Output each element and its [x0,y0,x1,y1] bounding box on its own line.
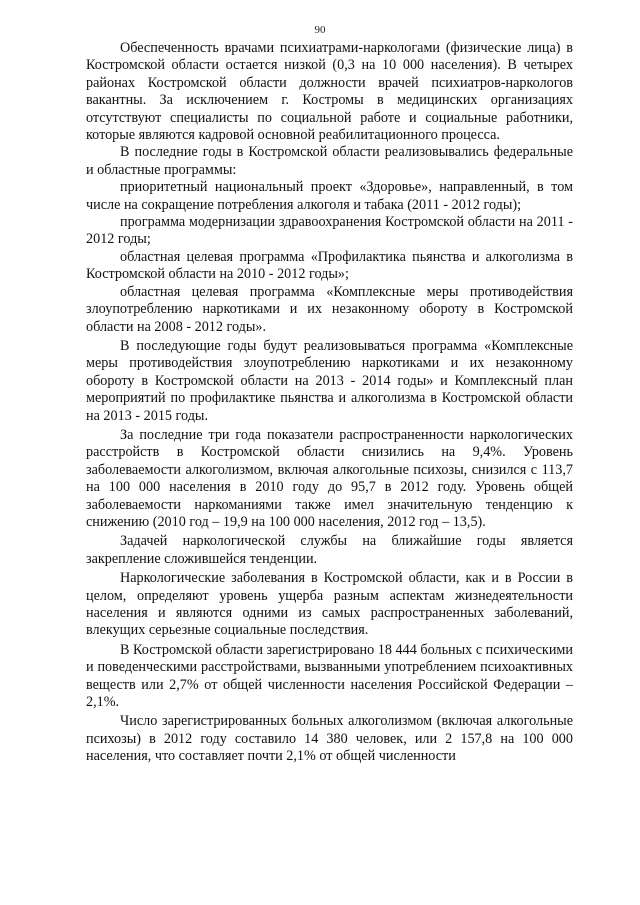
paragraph-damage-level: Наркологические заболевания в Костромской области, как и в России в целом, определяют уровень ущерба разным аспектам жизнедеятельности населения и являются одними из самых распространенных заболеваний, влекущих серьезные социальные последствия. [86,570,573,639]
paragraph-staffing: Обеспеченность врачами психиатрами-наркологами (физические лица) в Костромской области остается низкой (0,3 на 10 000 населения). В четырех районах Костромской области должности врачей психиатров-наркологов вакантны. За исключением г. Костромы в медицинских организациях отсутствуют специалисты по социальной работе и социальные работники, которые являются кадровой основной реабилитационного процесса. [86,40,573,144]
paragraph-service-task: Задачей наркологической службы на ближайшие годы является закрепление сложившейся тенденции. [86,533,573,567]
paragraph-prevalence-statistics: За последние три года показатели распространенности наркологических расстройств в Костромской области снизились на 9,4%. Уровень заболеваемости алкоголизмом, включая алкогольные психозы, снизился с 113,7 на 100 000 населения в 2010 году до 95,7 в 2012 году. Уровень общей заболеваемости наркоманиями также имел значительную тенденцию к снижению (2010 год – 19,9 на 100 000 населения, 2012 год – 13,5). [86,426,573,530]
paragraph-alcoholism-count: Число зарегистрированных больных алкоголизмом (включая алкогольные психозы) в 2012 году составило 14 380 человек, или 2 157,8 на 100 000 населения, что составляет почти 2,1% от общей численности [86,713,573,765]
paragraph-registered-patients: В Костромской области зарегистрировано 18 444 больных с психическими и поведенческими расстройствами, вызванными употреблением психоактивных веществ или 2,7% от общей численности населения Российской Федерации – 2,1%. [86,641,573,711]
paragraph-program-drug-countermeasures: областная целевая программа «Комплексные меры противодействия злоупотреблению наркотиками и их незаконному обороту в Костромской области на 2008 - 2012 годы». [86,283,573,335]
paragraph-programs-intro: В последние годы в Костромской области реализовывались федеральные и областные программы: [86,144,573,178]
paragraph-program-modernization: программа модернизации здравоохранения Костромской области на 2011 - 2012 годы; [86,214,573,248]
paragraph-program-health-project: приоритетный национальный проект «Здоровье», направленный, в том числе на сокращение потребления алкоголя и табака (2011 - 2012 годы); [86,179,573,213]
paragraph-program-alcoholism-prevention: областная целевая программа «Профилактика пьянства и алкоголизма в Костромской области на 2010 - 2012 годы»; [86,248,573,283]
paragraph-future-programs: В последующие годы будут реализовываться программа «Комплексные меры противодействия злоупотреблению наркотиками и их незаконному обороту в Костромской области на 2013 - 2014 годы» и Комплексный план мероприятий по профилактике пьянства и алкоголизма в Костромской области на 2013 - 2015 годы. [86,337,573,424]
page-number: 90 [314,24,326,36]
document-body [86,40,573,766]
